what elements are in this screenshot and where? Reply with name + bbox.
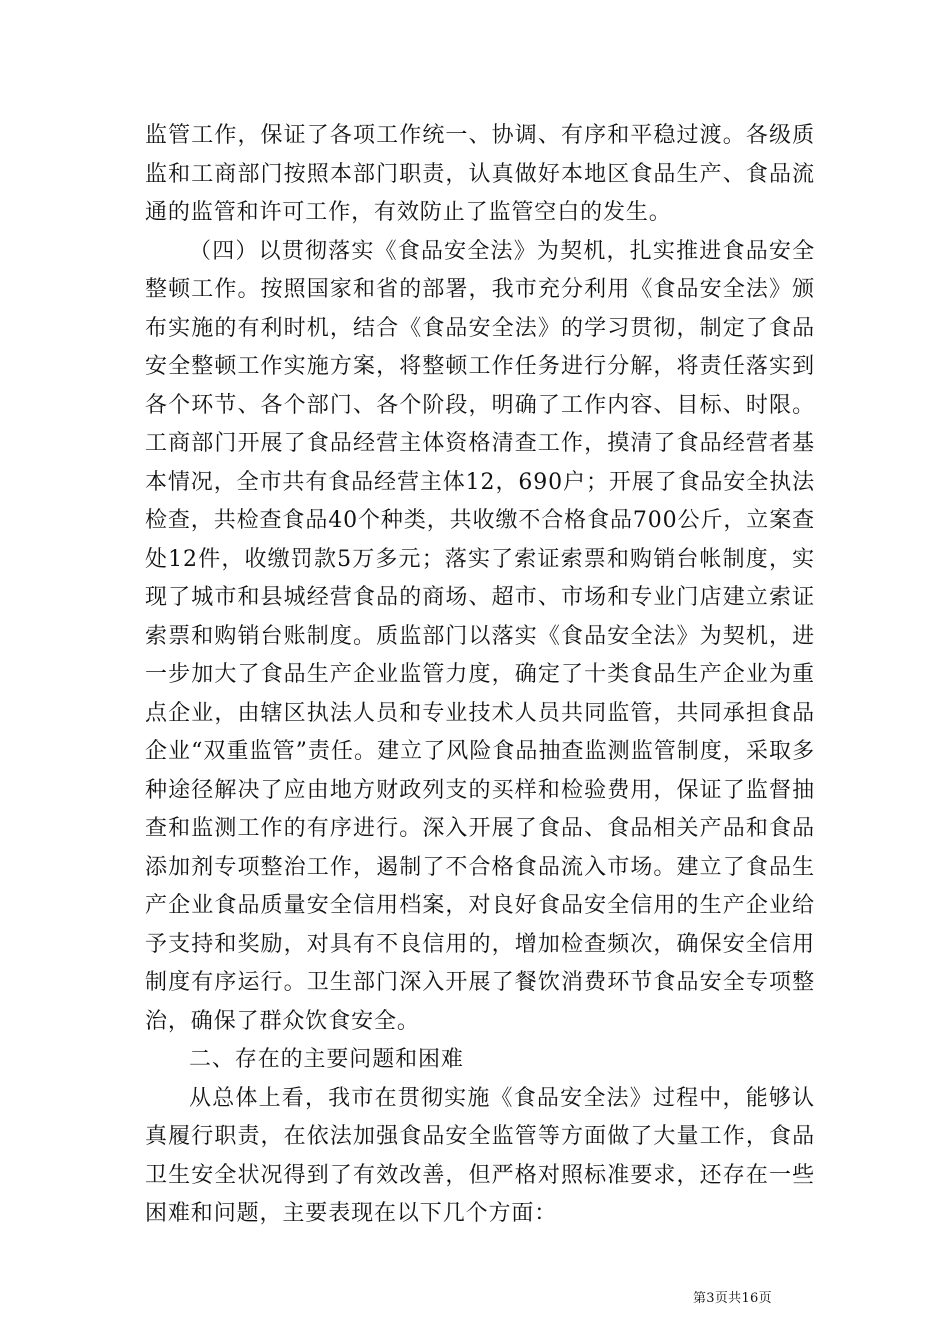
document-body bbox=[145, 117, 815, 1234]
paragraph-section-four: （四）以贯彻落实《食品安全法》为契机，扎实推进食品安全整顿工作。按照国家和省的部署，我市充分利用《食品安全法》颁布实施的有利时机，结合《食品安全法》的学习贯彻，制定了食品安全整顿工作实施方案，将整顿工作任务进行分解，将责任落实到各个环节、各个部门、各个阶段，明确了工作内容、目标、时限。工商部门开展了食品经营主体资格清查工作，摸清了食品经营者基本情况，全市共有食品经营主体12，690户；开展了食品安全执法检查，共检查食品40个种类，共收缴不合格食品700公斤，立案查处12件，收缴罚款5万多元；落实了索证索票和购销台帐制度，实现了城市和县城经营食品的商场、超市、市场和专业门店建立索证索票和购销台账制度。质监部门以落实《食品安全法》为契机，进一步加大了食品生产企业监管力度，确定了十类食品生产企业为重点企业，由辖区执法人员和专业技术人员共同监管，共同承担食品企业“双重监管”责任。建立了风险食品抽查监测监管制度，采取多种途径解决了应由地方财政列支的买样和检验费用，保证了监督抽查和监测工作的有序进行。深入开展了食品、食品相关产品和食品添加剂专项整治工作，遏制了不合格食品流入市场。建立了食品生产企业食品质量安全信用档案，对良好食品安全信用的生产企业给予支持和奖励，对具有不良信用的，增加检查频次，确保安全信用制度有序运行。卫生部门深入开展了餐饮消费环节食品安全专项整治，确保了群众饮食安全。 bbox=[145, 238, 815, 1034]
paragraph-continuation: 监管工作，保证了各项工作统一、协调、有序和平稳过渡。各级质监和工商部门按照本部门职责，认真做好本地区食品生产、食品流通的监管和许可工作，有效防止了监管空白的发生。 bbox=[145, 123, 815, 225]
page-number-footer: 第3页共16页 bbox=[693, 1291, 772, 1306]
section-heading-problems: 二、存在的主要问题和困难 bbox=[189, 1047, 464, 1072]
paragraph-problems-intro: 从总体上看，我市在贯彻实施《食品安全法》过程中，能够认真履行职责，在依法加强食品安全监管等方面做了大量工作，食品卫生安全状况得到了有效改善，但严格对照标准要求，还存在一些困难和问题，主要表现在以下几个方面： bbox=[145, 1085, 815, 1226]
